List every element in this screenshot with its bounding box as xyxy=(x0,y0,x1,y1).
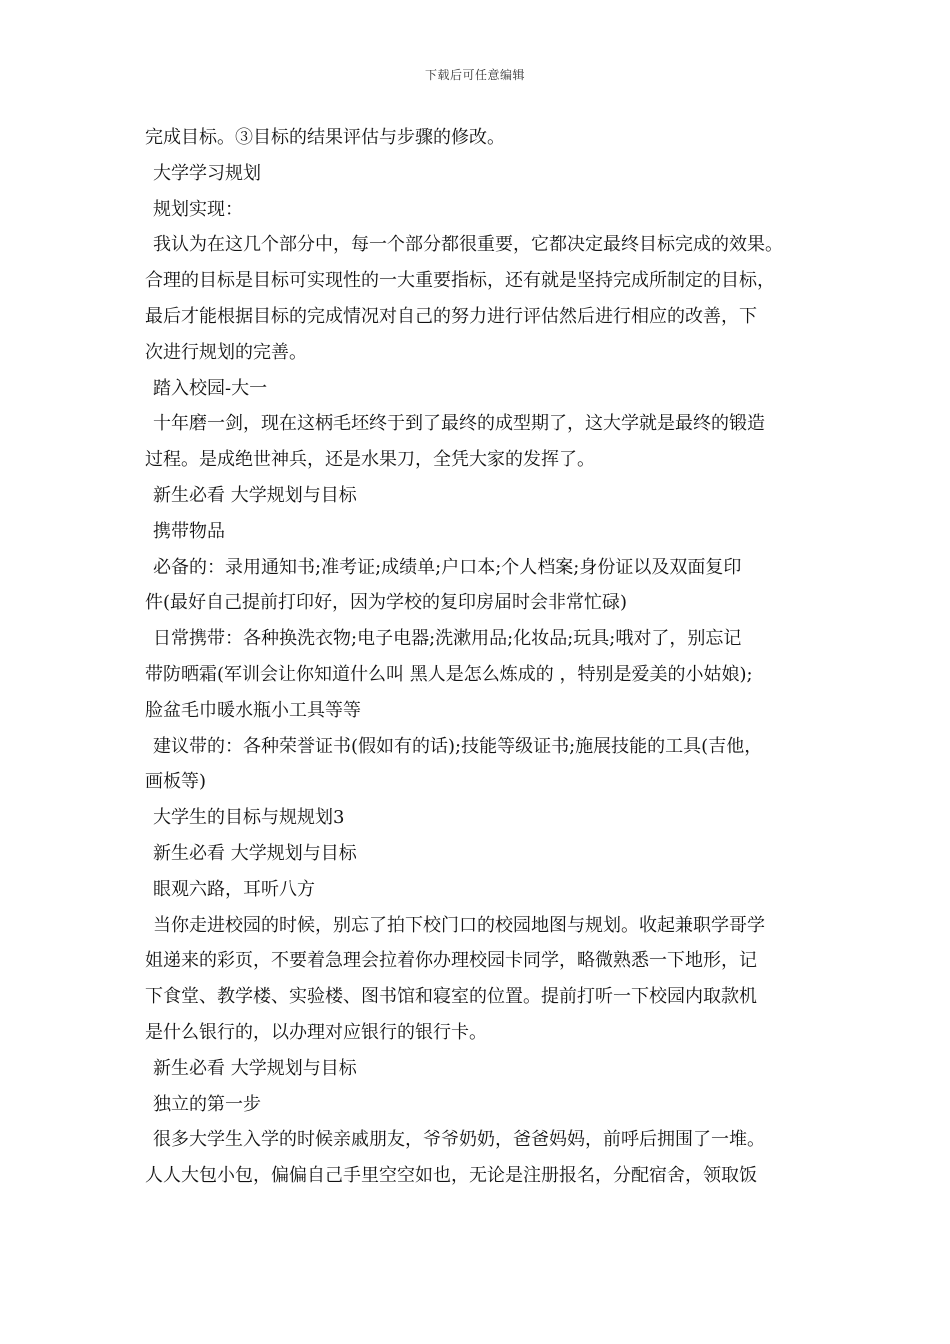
text-line: 独立的第一步 xyxy=(153,1093,261,1115)
text-line: 大学学习规划 xyxy=(153,162,261,184)
text-line: 画板等) xyxy=(145,771,207,793)
text-line: 新生必看 大学规划与目标 xyxy=(153,484,357,506)
text-line: 携带物品 xyxy=(153,520,225,542)
text-line: 脸盆毛巾暖水瓶小工具等等 xyxy=(145,699,361,721)
text-line: 下食堂、教学楼、实验楼、图书馆和寝室的位置。提前打听一下校园内取款机 xyxy=(145,986,757,1008)
text-line: 最后才能根据目标的完成情况对自己的努力进行评估然后进行相应的改善，下 xyxy=(145,305,757,327)
text-line: 完成目标。③目标的结果评估与步骤的修改。 xyxy=(145,127,505,148)
text-line: 是什么银行的，以办理对应银行的银行卡。 xyxy=(145,1021,487,1043)
text-line: 日常携带：各种换洗衣物;电子电器;洗漱用品;化妆品;玩具;哦对了，别忘记 xyxy=(153,628,742,650)
text-line: 当你走进校园的时候，别忘了拍下校门口的校园地图与规划。收起兼职学哥学 xyxy=(153,914,765,936)
text-line: 必备的：录用通知书;准考证;成绩单;户口本;个人档案;身份证以及双面复印 xyxy=(153,556,742,578)
text-line: 大学生的目标与规规划3 xyxy=(153,807,345,829)
text-line: 建议带的：各种荣誉证书(假如有的话);技能等级证书;施展技能的工具(吉他， xyxy=(153,735,763,757)
text-line: 次进行规划的完善。 xyxy=(145,341,307,363)
text-line: 合理的目标是目标可实现性的一大重要指标，还有就是坚持完成所制定的目标， xyxy=(145,270,775,292)
text-line: 件(最好自己提前打印好，因为学校的复印房届时会非常忙碌) xyxy=(145,592,628,614)
text-line: 姐递来的彩页，不要着急理会拉着你办理校园卡同学，略微熟悉一下地形，记 xyxy=(145,950,757,972)
text-line: 我认为在这几个部分中，每一个部分都很重要，它都决定最终目标完成的效果。 xyxy=(153,234,783,256)
text-line: 很多大学生入学的时候亲戚朋友，爷爷奶奶，爸爸妈妈，前呼后拥围了一堆。 xyxy=(153,1129,765,1151)
text-line: 眼观六路，耳听八方 xyxy=(153,878,315,900)
text-line: 新生必看 大学规划与目标 xyxy=(153,842,357,864)
text-line: 十年磨一剑，现在这柄毛坯终于到了最终的成型期了，这大学就是最终的锻造 xyxy=(153,413,765,435)
text-line: 过程。是成绝世神兵，还是水果刀，全凭大家的发挥了。 xyxy=(145,449,595,471)
page-header: 下载后可任意编辑 xyxy=(424,68,525,82)
text-line: 带防晒霜(军训会让你知道什么叫 黑人是怎么炼成的 ，特别是爱美的小姑娘); xyxy=(145,663,753,685)
text-line: 规划实现： xyxy=(153,198,243,220)
text-line: 人人大包小包，偏偏自己手里空空如也，无论是注册报名，分配宿舍，领取饭 xyxy=(145,1165,757,1187)
text-line: 踏入校园-大一 xyxy=(153,377,268,399)
text-line: 新生必看 大学规划与目标 xyxy=(153,1057,357,1079)
document-body xyxy=(145,120,810,1194)
